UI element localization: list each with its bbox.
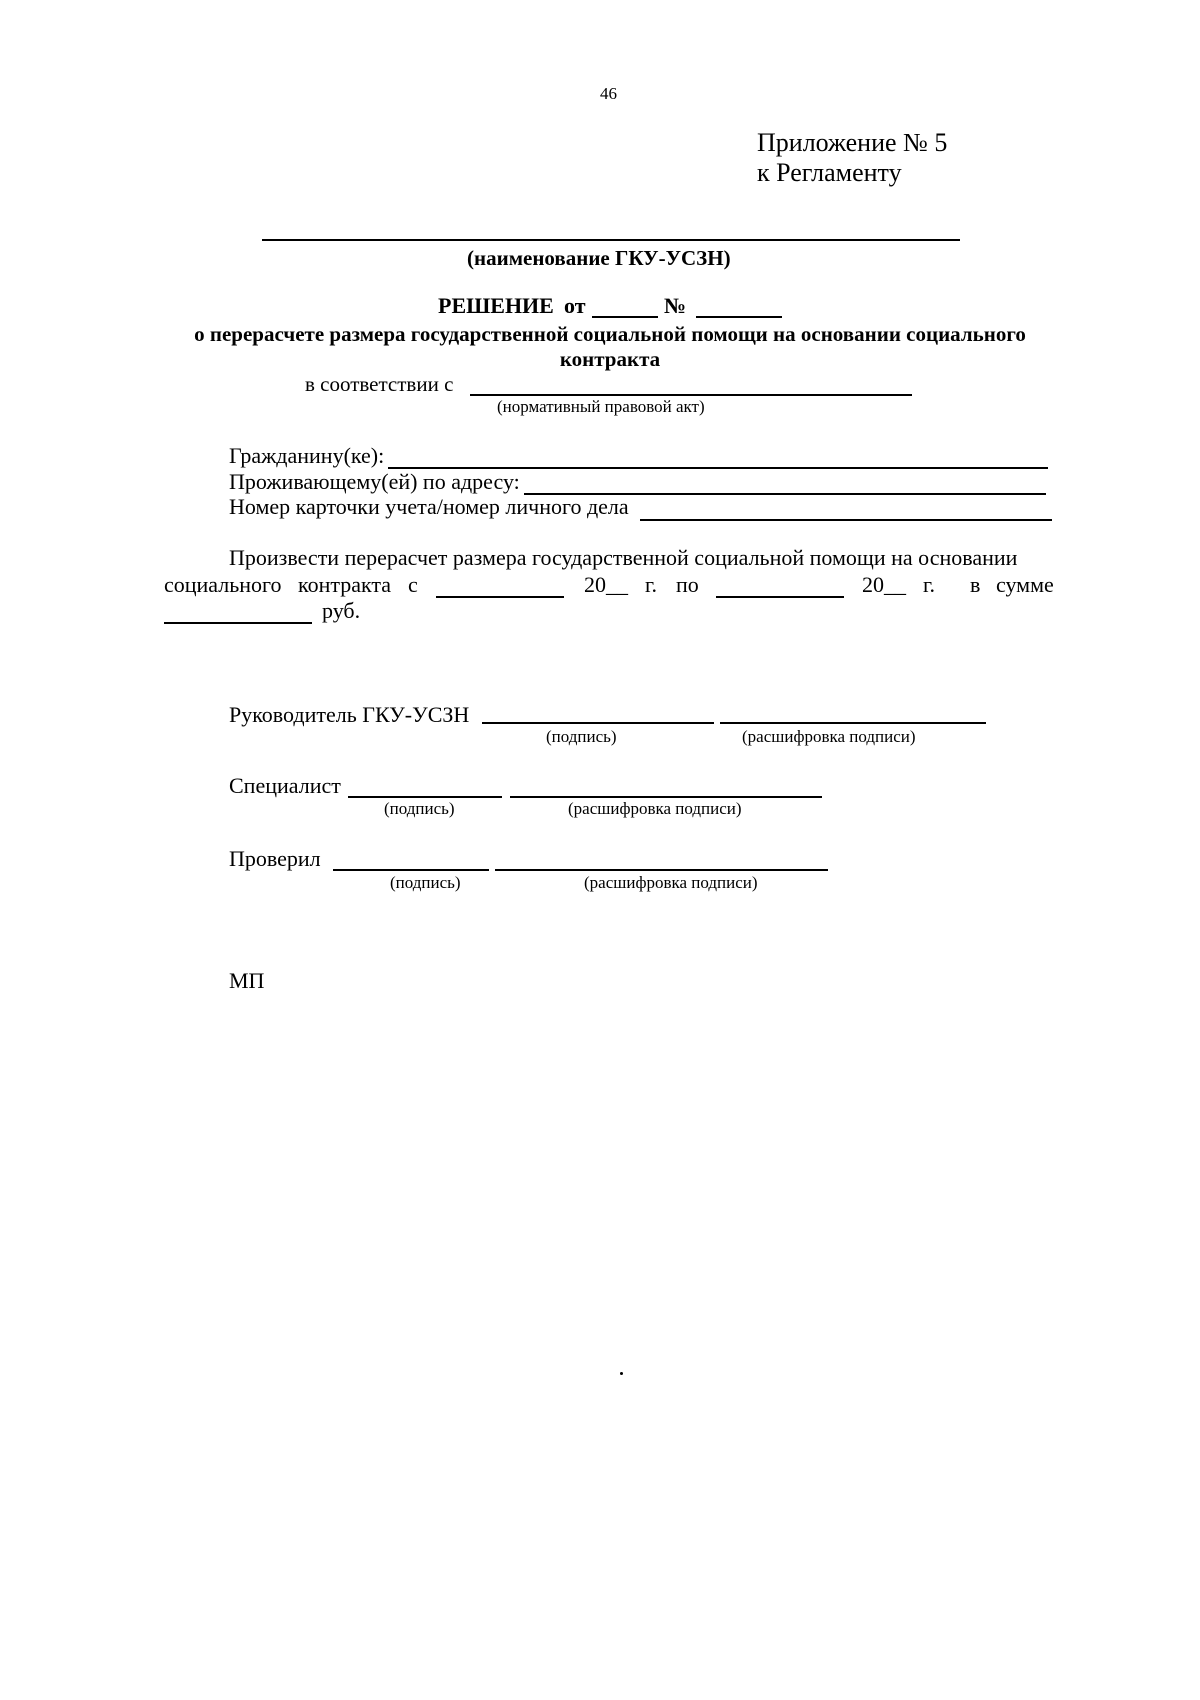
appendix-title: Приложение № 5: [757, 128, 948, 157]
head-signature-caption: (подпись): [546, 727, 617, 746]
start-date-field[interactable]: [436, 596, 564, 598]
body-word-in: в: [970, 572, 981, 597]
page-number: 46: [600, 84, 617, 103]
checked-label: Проверил: [229, 846, 321, 871]
checked-decode-caption: (расшифровка подписи): [584, 873, 758, 892]
head-decode-field[interactable]: [720, 722, 986, 724]
decision-date-field[interactable]: [592, 316, 658, 318]
org-name-caption: (наименование ГКУ-УСЗН): [467, 246, 731, 270]
body-word-from: с: [408, 572, 418, 597]
body-line1: Произвести перерасчет размера государственной социальной помощи на основании: [229, 545, 1018, 570]
card-number-field[interactable]: [640, 519, 1052, 521]
body-word-social: социального: [164, 572, 282, 597]
org-name-line[interactable]: [262, 239, 960, 241]
decision-from: от: [564, 293, 586, 318]
decision-number-sign: №: [664, 293, 687, 318]
specialist-decode-caption: (расшифровка подписи): [568, 799, 742, 818]
end-year-suffix: г.: [923, 572, 936, 597]
head-decode-caption: (расшифровка подписи): [742, 727, 916, 746]
head-label: Руководитель ГКУ-УСЗН: [229, 702, 470, 727]
citizen-label: Гражданину(ке):: [229, 443, 385, 468]
stamp-place: МП: [229, 968, 265, 993]
end-year: 20__: [862, 572, 906, 597]
legal-act-caption: (нормативный правовой акт): [497, 397, 705, 416]
specialist-decode-field[interactable]: [510, 796, 822, 798]
decision-subtitle-line1: о перерасчете размера государственной социальной помощи на основании социального: [194, 322, 1026, 346]
body-word-sum: сумме: [996, 572, 1054, 597]
decision-number-field[interactable]: [696, 316, 782, 318]
accordance-label: в соответствии с: [305, 372, 454, 396]
start-year-suffix: г.: [645, 572, 658, 597]
specialist-signature-field[interactable]: [348, 796, 502, 798]
end-date-field[interactable]: [716, 596, 844, 598]
legal-act-field[interactable]: [470, 394, 912, 396]
amount-field[interactable]: [164, 622, 312, 624]
checked-signature-caption: (подпись): [390, 873, 461, 892]
body-word-contract: контракта: [298, 572, 392, 597]
address-label: Проживающему(ей) по адресу:: [229, 469, 520, 494]
checked-decode-field[interactable]: [495, 869, 828, 871]
decision-title: РЕШЕНИЕ: [438, 293, 554, 318]
scan-speck: [620, 1372, 623, 1375]
checked-signature-field[interactable]: [333, 869, 489, 871]
appendix-subtitle: к Регламенту: [757, 158, 902, 187]
start-year: 20__: [584, 572, 628, 597]
decision-subtitle-line2: контракта: [559, 347, 661, 371]
specialist-signature-caption: (подпись): [384, 799, 455, 818]
rub-label: руб.: [322, 598, 361, 623]
head-signature-field[interactable]: [482, 722, 714, 724]
card-label: Номер карточки учета/номер личного дела: [229, 494, 629, 519]
specialist-label: Специалист: [229, 773, 341, 798]
body-word-to: по: [676, 572, 699, 597]
